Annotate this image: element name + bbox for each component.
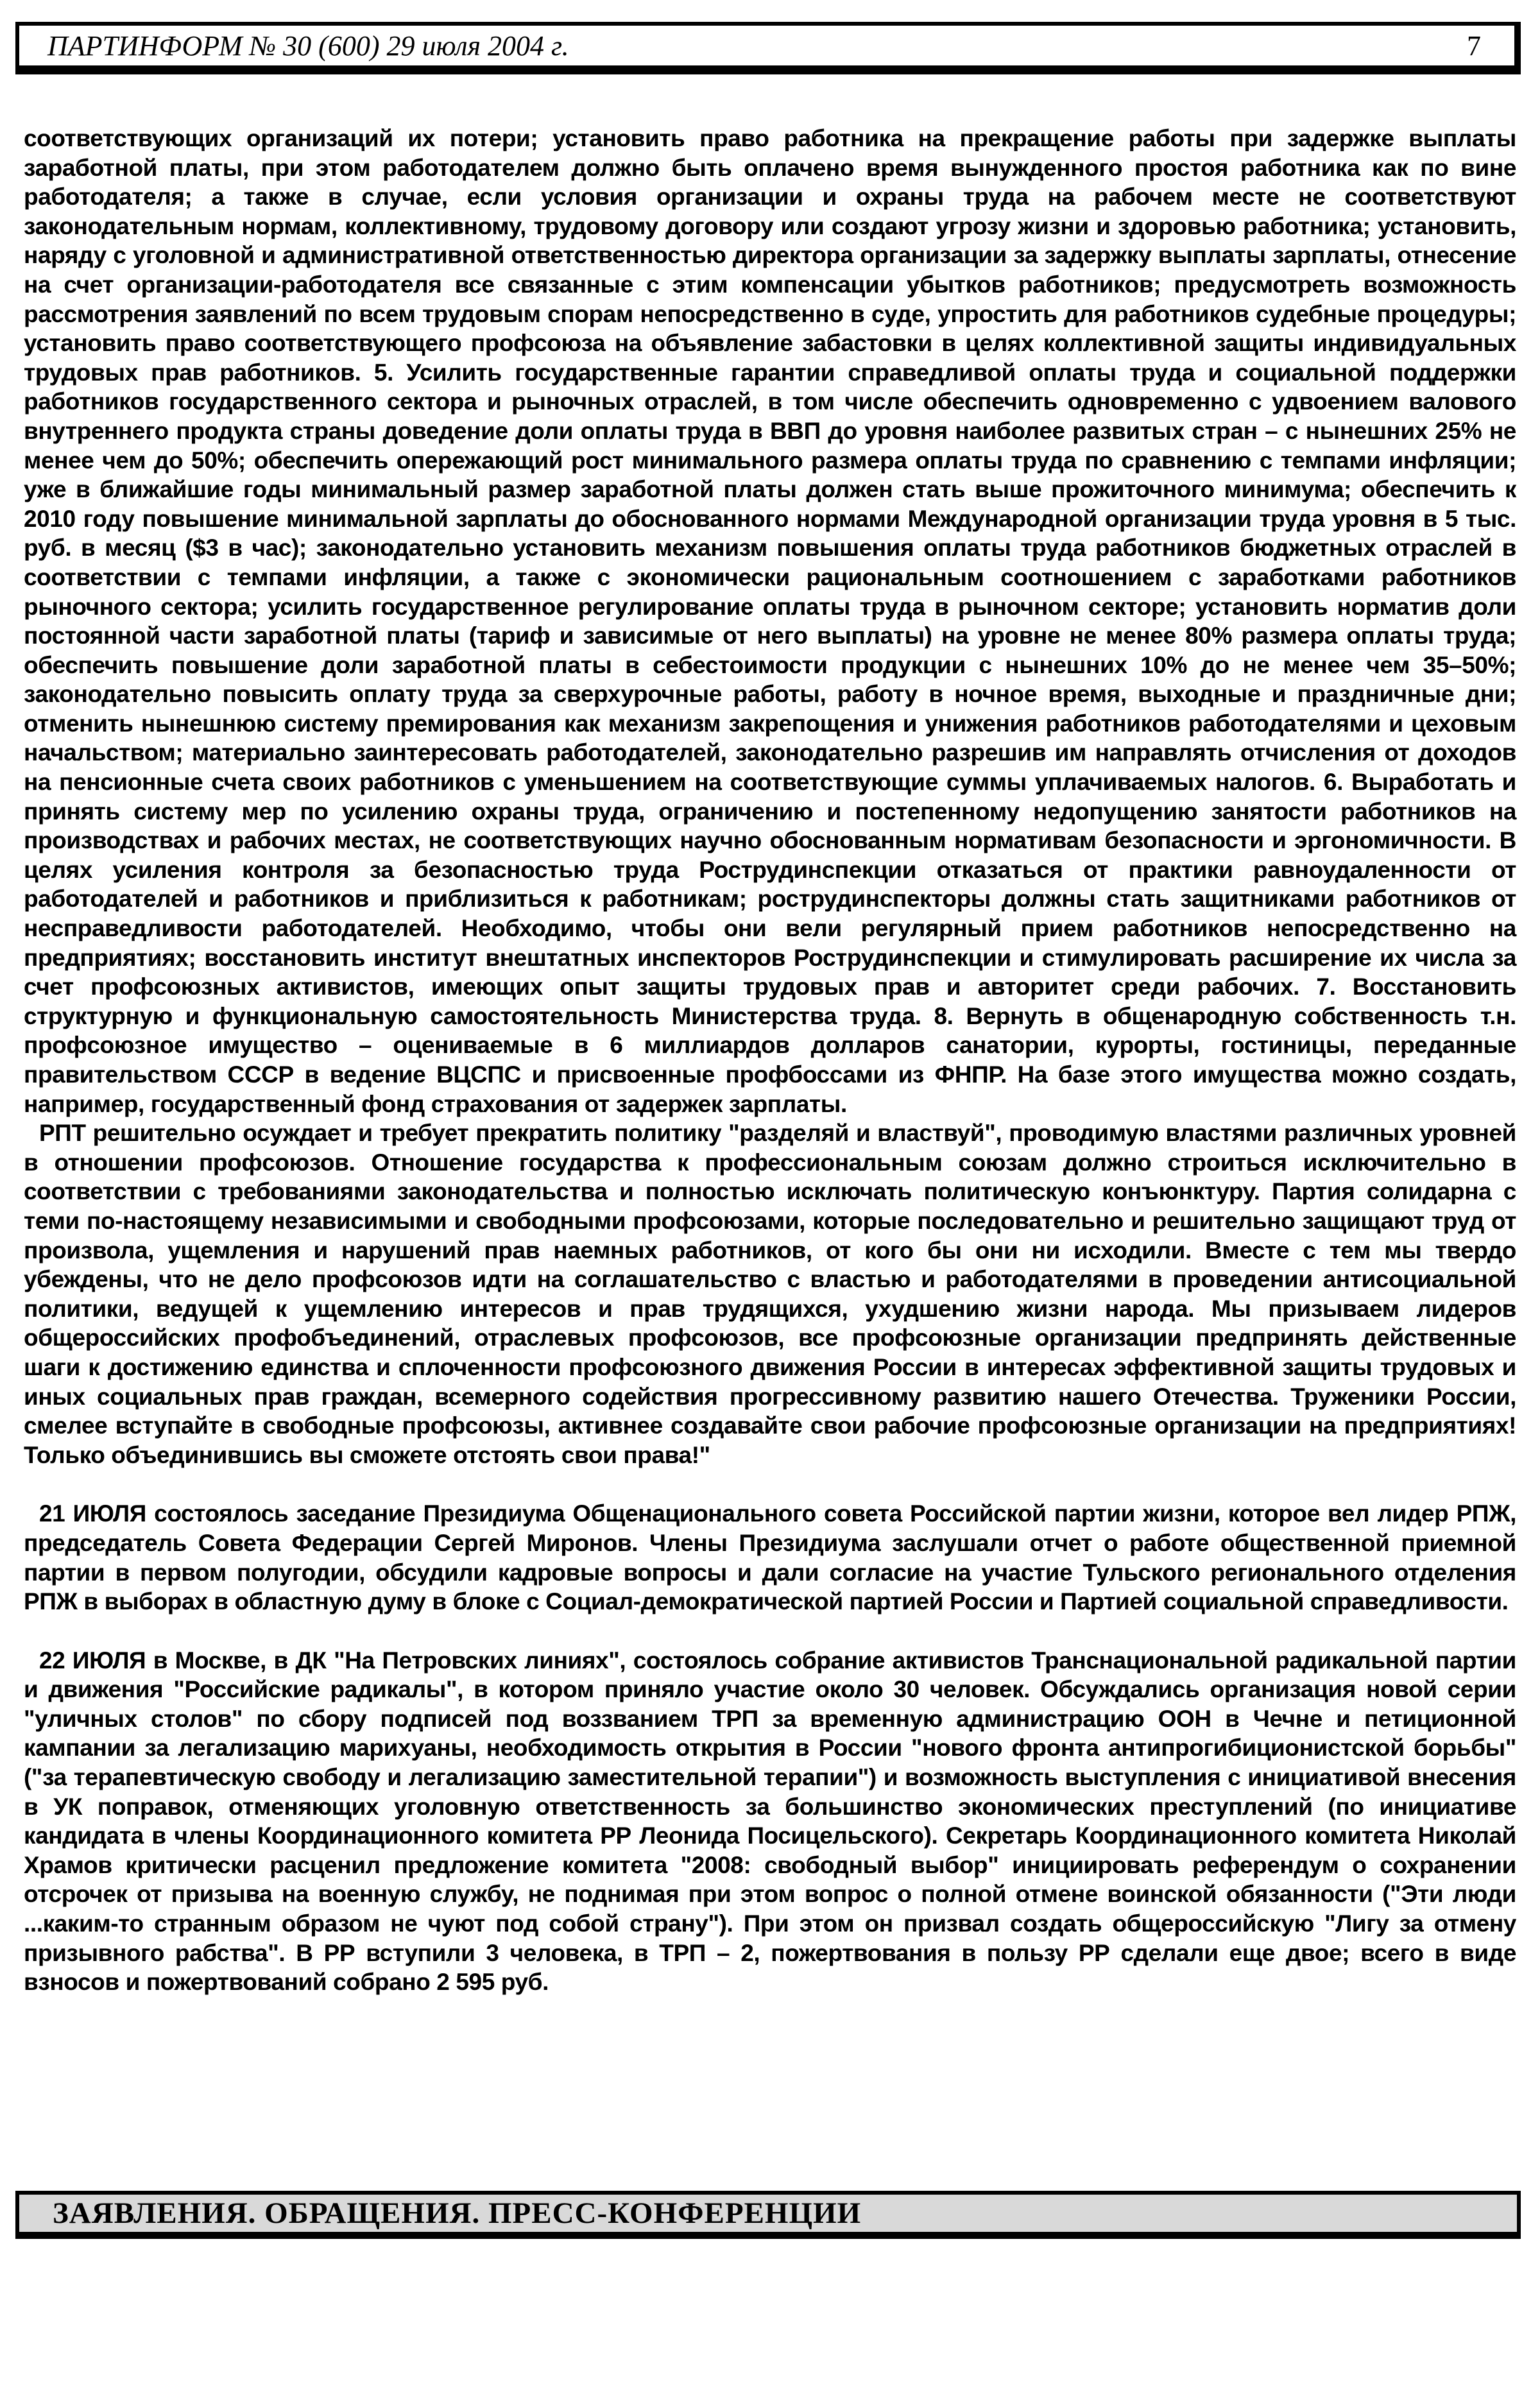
section-title: ЗАЯВЛЕНИЯ. ОБРАЩЕНИЯ. ПРЕСС-КОНФЕРЕНЦИИ [53, 2197, 862, 2230]
paragraph-rpt-statement: РПТ решительно осуждает и требует прекратить политику "разделяй и властвуй", проводимую властями различных уровней в отношении профсоюзов. Отношение государства к профессиональным союзам должно строиться исключительно в соответствии с требованиями законодательства и полностью исключать политическую конъюнктуру. Партия солидарна с теми по-настоящему независимыми и свободными профсоюзами, которые последовательно и решительно защищают труд от произвола, ущемления и нарушений прав наемных работников, от кого бы они ни исходили. Вместе с тем мы твердо убеждены, что не дело профсоюзов идти на соглашательство с властью и работодателями в проведении антисоциальной политики, ведущей к ущемлению интересов и прав трудящихся, ухудшению жизни народа. Мы призываем лидеров общероссийских профобъединений, отраслевых профсоюзов, все профсоюзные организации предпринять действенные шаги к достижению единства и сплоченности профсоюзного движения России в интересах эффективной защиты трудовых и иных социальных прав граждан, всемерного содействия прогрессивному развитию нашего Отечества. Труженики России, смелее вступайте в свободные профсоюзы, активнее создавайте свои рабочие профсоюзные организации на предприятиях! Только объединившись вы сможете отстоять свои права!" [24, 1120, 1516, 1468]
article-body [24, 124, 1516, 1997]
newsletter-title: ПАРТИНФОРМ № 30 (600) 29 июля 2004 г. [47, 30, 569, 62]
section-header-bar [15, 2191, 1521, 2239]
page-number: 7 [1467, 30, 1481, 62]
paragraph-news-22-july: 22 ИЮЛЯ в Москве, в ДК "На Петровских линиях", состоялось собрание активистов Транснациональной радикальной партии и движения "Российские радикалы", в котором приняло участие около 30 человек. Обсуждались организация новой серии "уличных столов" по сбору подписей под воззванием ТРП за временную администрацию ООН в Чечне и петиционной кампании за легализацию марихуаны, необходимость открытия в России "нового фронта антипрогибиционистской борьбы" ("за терапевтическую свободу и легализацию заместительной терапии") и возможность выступления с инициативой внесения в УК поправок, отменяющих уголовную ответственность за большинство экономических преступлений (по инициативе кандидата в члены Координационного комитета РР Леонида Посицельского). Секретарь Координационного комитета Николай Храмов критически расценил предложение комитета "2008: свободный выбор" инициировать референдум о сохранении отсрочек от призыва на военную службу, не поднимая при этом вопрос о полной отмене воинской обязанности ("Эти люди ...каким-то странным образом не чуют под собой страну"). При этом он призвал создать общероссийскую "Лигу за отмену призывного рабства". В РР вступили 3 человека, в ТРП – 2, пожертвования в пользу РР сделали еще двое; всего в виде взносов и пожертвований собрано 2 595 руб. [24, 1647, 1516, 1996]
paragraph-program-continuation: соответствующих организаций их потери; установить право работника на прекращение работы при задержке выплаты заработной платы, при этом работодателем должно быть оплачено время вынужденного простоя работника как по вине работодателя; а также в случае, если условия организации и охраны труда на рабочем месте не соответствуют законодательным нормам, коллективному, трудовому договору или создают угрозу жизни и здоровью работника; установить, наряду с уголовной и административной ответственностью директора организации за задержку выплаты зарплаты, отнесение на счет организации-работодателя все связанные с этим компенсации убытков работников; предусмотреть возможность рассмотрения заявлений по всем трудовым спорам непосредственно в суде, упростить для работников судебные процедуры; установить право соответствующего профсоюза на объявление забастовки в целях коллективной защиты индивидуальных трудовых прав работников. 5. Усилить государственные гарантии справедливой оплаты труда и социальной поддержки работников государственного сектора и рыночных отраслей, в том числе обеспечить одновременно с удвоением валового внутреннего продукта страны доведение доли оплаты труда в ВВП до уровня наиболее развитых стран – с нынешних 25% не менее чем до 50%; обеспечить опережающий рост минимального размера оплаты труда по сравнению с темпами инфляции; уже в ближайшие годы минимальный размер заработной платы должен стать выше прожиточного минимума; обеспечить к 2010 году повышение минимальной зарплаты до обоснованного нормами Международной организации труда уровня в 5 тыс. руб. в месяц ($3 в час); законодательно установить механизм повышения оплаты труда работников бюджетных отраслей в соответствии с темпами инфляции, а также с экономически рациональным соотношением с заработками работников рыночного сектора; усилить государственное регулирование оплаты труда в рыночном секторе; установить норматив доли постоянной части заработной платы (тариф и зависимые от него выплаты) на уровне не менее 80% размера оплаты труда; обеспечить повышение доли заработной платы в себестоимости продукции с нынешних 10% до не менее чем 35–50%; законодательно повысить оплату труда за сверхурочные работы, работу в ночное время, выходные и праздничные дни; отменить нынешнюю систему премирования как механизм закрепощения и унижения работников работодателями и цеховым начальством; материально заинтересовать работодателей, законодательно разрешив им направлять отчисления от доходов на пенсионные счета своих работников с уменьшением на соответствующие суммы уплачиваемых налогов. 6. Выработать и принять систему мер по усилению охраны труда, ограничению и постепенному недопущению занятости работников на производствах и рабочих местах, не соответствующих научно обоснованным нормативам безопасности и эргономичности. В целях усиления контроля за безопасностью труда Рострудинспекции отказаться от практики равноудаленности от работодателей и работников и приблизиться к работникам; рострудинспекторы должны стать защитниками работников от несправедливости работодателей. Необходимо, чтобы они вели регулярный прием работников непосредственно на предприятиях; восстановить институт внештатных инспекторов Рострудинспекции и стимулировать расширение их числа за счет профсоюзных активистов, имеющих опыт защиты трудовых прав и авторитет среди рабочих. 7. Восстановить структурную и функциональную самостоятельность Министерства труда. 8. Вернуть в общенародную собственность т.н. профсоюзное имущество – оцениваемые в 6 миллиардов долларов санатории, курорты, гостиницы, переданные правительством СССР в ведение ВЦСПС и присвоенные профбоссами из ФНПР. На базе этого имущества можно создать, например, государственный фонд страхования от задержек зарплаты. [24, 125, 1516, 1117]
paragraph-news-21-july: 21 ИЮЛЯ состоялось заседание Президиума Общенационального совета Российской партии жизни, которое вел лидер РПЖ, председатель Совета Федерации Сергей Миронов. Члены Президиума заслушали отчет о работе общественной приемной партии в первом полугодии, обсудили кадровые вопросы и дали согласие на участие Тульского регионального отделения РПЖ в выборах в областную думу в блоке с Социал-демократической партией России и Партией социальной справедливости. [24, 1500, 1516, 1615]
page-header [15, 22, 1521, 74]
